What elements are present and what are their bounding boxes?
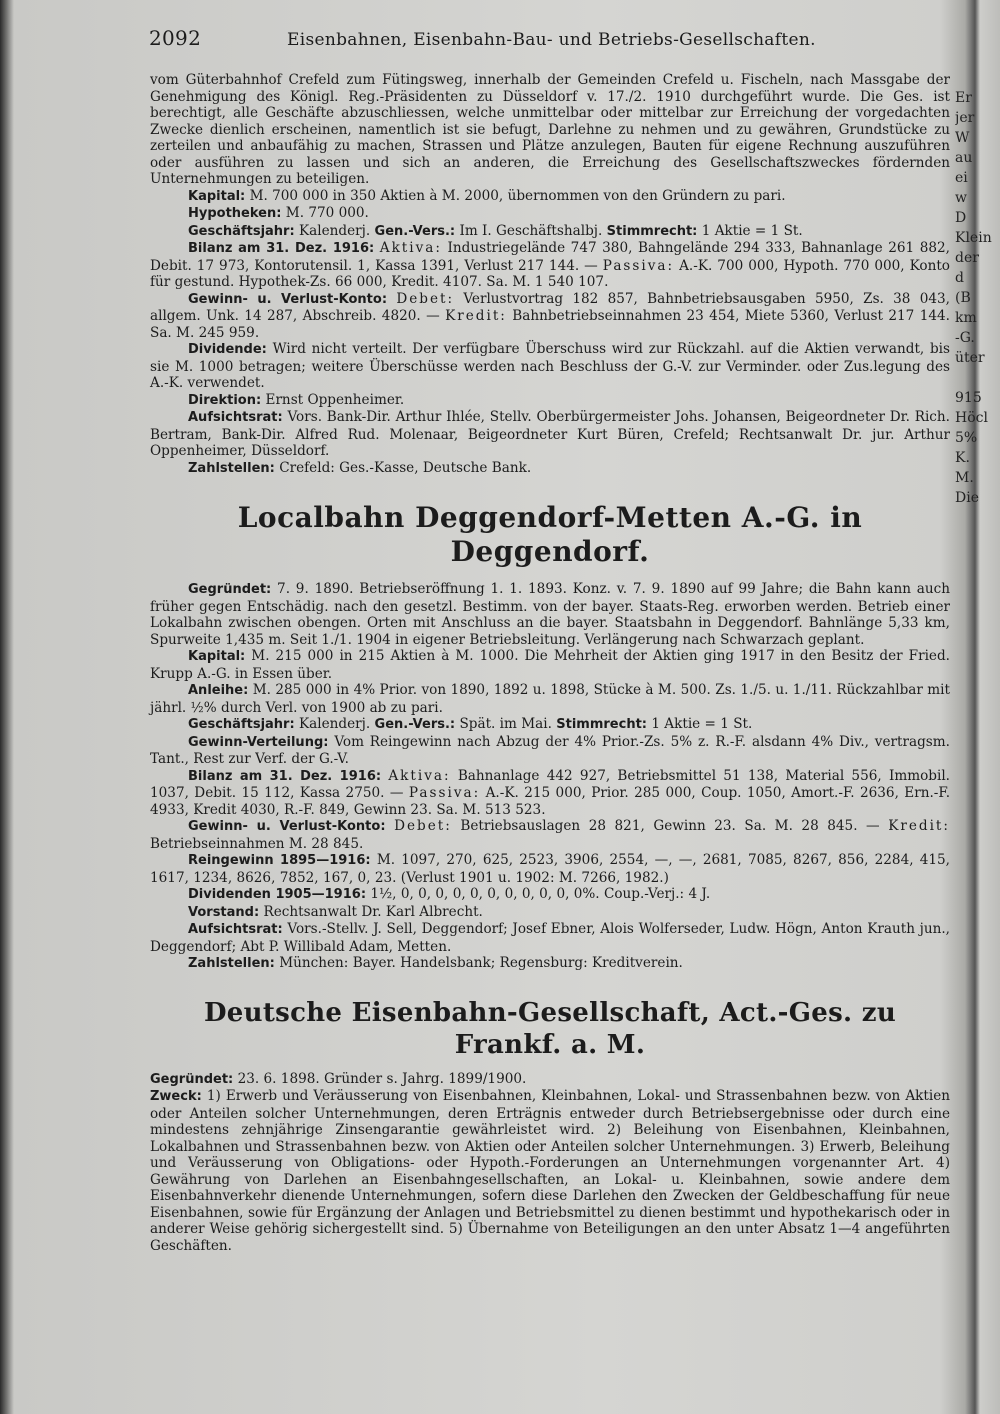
passiva-label: Passiva: xyxy=(602,257,675,274)
aktiva-text: Bahnanlage 442 927, Betriebsmittel 51 138, Material 556, Immobil. 1037, Debit. 15 112, Kassa 2750. — xyxy=(150,767,951,801)
dividende-text: Wird nicht verteilt. Der verfügbare Überschuss wird zur Rückzahl. auf die Aktien verwandt, bis sie M. 1000 betragen; weitere Überschüsse werden nach Beschluss der G.-V. zur Verminder. oder Zus.legung des A.-K. verwendet. xyxy=(150,341,950,391)
bilanz-label: Bilanz am 31. Dez. 1916: xyxy=(188,241,375,256)
neighbor-fragment: Höcl xyxy=(955,410,988,426)
debet-label: Debet: xyxy=(394,818,452,834)
guv-entry xyxy=(150,818,950,852)
direktion-label: Direktion: xyxy=(188,392,262,408)
zweck-entry xyxy=(150,1088,950,1254)
gegruendet-entry xyxy=(150,1071,950,1089)
neighbor-fragment: km xyxy=(955,310,977,326)
passiva-text: A.-K. 215 000, Prior. 285 000, Coup. 1050, Amort.-F. 2636, Ern.-F. 4933, Kredit 4030, R.-F. 849, Gewinn 23. Sa. M. 513 523. xyxy=(150,785,951,818)
kredit-label: Kredit: xyxy=(888,818,950,834)
neighbor-fragment: au xyxy=(955,150,973,166)
kapital-label: Kapital: xyxy=(188,188,246,204)
neighbor-fragment: üter xyxy=(955,350,985,366)
zweck-text: 1) Erwerb und Veräusserung von Eisenbahnen, Kleinbahnen, Lokal- und Strassenbahnen bezw. von Aktien oder Anteilen solcher Unternehmungen, deren Erträgnis entweder durch Betriebsergebnisse oder durch eine mindestens zehnjährige Zinsengarantie gewährleistet wird. 2) Beleihung von Eisenbahnen, Kleinbahnen, Lokalbahnen und Strassenbahnen bezw. von Aktien oder Anteilen solcher Unternehmungen. 3) Erwerb, Beleihung und Veräusserung von Obligations- oder Hypoth.-Forderungen an Unternehmungen vorgenannter Art. 4) Gewährung von Darlehen an Eisenbahngesellschaften, an Lokal- u. Kleinbahnen, sowie andere dem Eisenbahnverkehr dienende Unternehmungen, sofern diese Darlehen den Zwecken der Geldbeschaffung für neue Eisenbahnen, sowie für Ergänzung der Anlagen und Betriebsmittel zu dienen bestimmt und hypothekarisch oder in anderer Weise gehörig sichergestellt sind. 5) Übernahme von Beteiligungen an den unter Absatz 1—4 angeführten Geschäften. xyxy=(150,1088,950,1254)
zahlstellen-text: München: Bayer. Handelsbank; Regensburg: Kreditverein. xyxy=(279,955,683,971)
neighbor-fragment: (B xyxy=(955,290,971,306)
reingewinn-entry xyxy=(150,852,950,886)
gewinnverteilung-text: Vom Reingewinn nach Abzug der 4% Prior.-Zs. 5% z. R.-F. alsdann 4% Div., vertragsm. Tant., Rest zur Verf. der G.-V. xyxy=(150,733,950,767)
gegruendet-entry xyxy=(150,581,950,648)
anleihe-label: Anleihe: xyxy=(188,683,249,698)
aufsichtsrat-label: Aufsichtsrat: xyxy=(188,410,283,425)
guv-label: Gewinn- u. Verlust-Konto: xyxy=(188,819,386,834)
geschaeftsjahr-label: Geschäftsjahr: xyxy=(188,717,295,732)
aufsichtsrat-label: Aufsichtsrat: xyxy=(188,922,283,937)
hypotheken-entry xyxy=(150,205,950,223)
neighbor-fragment: 5% xyxy=(955,430,978,446)
neighbor-fragment: der xyxy=(955,250,979,266)
aufsichtsrat-entry xyxy=(150,921,950,955)
neighbor-fragment: Er xyxy=(955,90,972,106)
neighbor-fragment: jer xyxy=(955,110,975,126)
neighbor-fragment: D xyxy=(955,210,967,226)
reingewinn-label: Reingewinn 1895—1916: xyxy=(188,853,371,868)
neighbor-fragment: W xyxy=(955,130,970,146)
debet-text: Betriebsauslagen 28 821, Gewinn 23. Sa. M. 28 845. — xyxy=(460,818,880,834)
stimmrecht-text: 1 Aktie = 1 St. xyxy=(651,716,753,732)
zahlstellen-text: Crefeld: Ges.-Kasse, Deutsche Bank. xyxy=(279,459,532,476)
reingewinn-text: M. 1097, 270, 625, 2523, 3906, 2554, —, —, 2681, 7085, 8267, 856, 2284, 415, 1617, 1234, 8626, 7852, 167, 0, 23. (Verlust 1901 u. 1902: M. 7266, 1982.) xyxy=(150,852,950,886)
guv-entry xyxy=(150,291,950,342)
section-deutsche-eisenbahn xyxy=(150,1071,950,1255)
neighbor-fragment: w xyxy=(955,190,967,206)
dividenden-entry xyxy=(150,886,950,904)
dividenden-label: Dividenden 1905—1916: xyxy=(188,887,367,902)
genvers-label: Gen.-Vers.: xyxy=(374,717,456,732)
hypotheken-label: Hypotheken: xyxy=(188,206,282,221)
passiva-label: Passiva: xyxy=(408,785,481,801)
kredit-text: Betriebseinnahmen M. 28 845. xyxy=(150,835,364,852)
genvers-label: Gen.-Vers.: xyxy=(374,223,456,239)
anleihe-text: M. 285 000 in 4% Prior. von 1890, 1892 u. 1898, Stücke à M. 500. Zs. 1./5. u. 1./11. Rückzahlbar mit jährl. ½% durch Verl. von 1900 ab zu pari. xyxy=(150,682,950,716)
hypotheken-text: M. 770 000. xyxy=(285,205,369,221)
geschaeftsjahr-label: Geschäftsjahr: xyxy=(188,223,295,239)
geschaeftsjahr-entry xyxy=(150,716,950,734)
zahlstellen-entry xyxy=(150,460,950,478)
zahlstellen-label: Zahlstellen: xyxy=(188,956,275,971)
dividende-entry xyxy=(150,341,950,392)
bilanz-label: Bilanz am 31. Dez. 1916: xyxy=(188,768,382,784)
kapital-entry xyxy=(150,188,950,206)
genvers-text: Im I. Geschäftshalbj. xyxy=(459,222,603,239)
neighbor-fragment: ei xyxy=(955,170,968,186)
section-crefeld xyxy=(150,72,950,477)
aktiva-label: Aktiva: xyxy=(379,240,442,256)
stimmrecht-text: 1 Aktie = 1 St. xyxy=(701,222,803,239)
intro-paragraph: vom Güterbahnhof Crefeld zum Fütingsweg, innerhalb der Gemeinden Crefeld u. Fischeln, nach Massgabe der Genehmigung des Königl. Reg.-Präsidenten zu Düsseldorf v. 17./2. 1910 durchgeführt wurde. Die Ges. ist berechtigt, alle Geschäfte abzuschliessen, welche unmittelbar oder mittelbar zur Erreichung der vorgedachten Zwecke dienlich erscheinen, namentlich ist sie befugt, Darlehne zu nehmen und zu gewähren, Grundstücke zu zerteilen und anbaufähig zu machen, Strassen und Plätze anzulegen, Bauten für eigene Rechnung auszuführen oder ausführen zu lassen und sich an anderen, die Erreichung des Gesellschaftszweckes fördernden Unternehmungen zu beteiligen. xyxy=(150,72,950,187)
bilanz-entry xyxy=(150,240,950,291)
vorstand-entry xyxy=(150,904,950,922)
neighbor-fragment: -G. xyxy=(955,330,975,346)
zahlstellen-entry xyxy=(150,955,950,973)
geschaeftsjahr-text: Kalenderj. xyxy=(299,222,371,239)
gegruendet-text: 23. 6. 1898. Gründer s. Jahrg. 1899/1900. xyxy=(237,1070,527,1087)
direktion-entry xyxy=(150,392,950,410)
page-number: 2092 xyxy=(149,26,202,50)
aufsichtsrat-text: Vors. Bank-Dir. Arthur Ihlée, Stellv. Oberbürgermeister Johs. Johansen, Beigeordneter Dr. Rich. Bertram, Bank-Dir. Alfred Rud. Molenaar, Beigeordneter Kurt Büren, Crefeld; Rechtsanwalt Dr. jur. Arthur Oppenheimer, Düsseldorf. xyxy=(150,409,950,459)
zweck-label: Zweck: xyxy=(150,1089,202,1104)
neighbor-fragment xyxy=(955,368,1000,388)
gewinnverteilung-label: Gewinn-Verteilung: xyxy=(188,734,329,750)
passiva-text: A.-K. 700 000, Hypoth. 770 000, Konto für gestund. Hypothek-Zs. 66 000, Kredit. 4107. Sa. M. 1 540 107. xyxy=(150,257,950,290)
debet-label: Debet: xyxy=(396,290,455,307)
gewinnverteilung-entry xyxy=(150,734,950,768)
geschaeftsjahr-entry xyxy=(150,223,950,241)
kapital-label: Kapital: xyxy=(188,649,246,664)
stimmrecht-label: Stimmrecht: xyxy=(606,223,698,239)
gegruendet-text: 7. 9. 1890. Betriebseröffnung 1. 1. 1893. Konz. v. 7. 9. 1890 auf 99 Jahre; die Bahn kann auch früher gegen Entschädig. nach den gesetzl. Bestimm. von der bayer. Staats-Reg. erworben werden. Betrieb einer Lokalbahn zwischen obengen. Orten mit Anschluss an die bayer. Staatsbahn in Deggendorf. Bahnlänge 5,33 km, Spurweite 1,435 m. Seit 1./1. 1904 in eigener Betriebsleitung. Verlängerung nach Schwarzach geplant. xyxy=(150,581,950,648)
dividenden-text: 1½, 0, 0, 0, 0, 0, 0, 0, 0, 0, 0, 0%. Coup.-Verj.: 4 J. xyxy=(370,886,711,902)
neighbor-page-margin xyxy=(955,88,1000,508)
guv-label: Gewinn- u. Verlust-Konto: xyxy=(188,291,388,307)
bilanz-entry xyxy=(150,768,950,819)
dividende-label: Dividende: xyxy=(188,342,267,357)
section-deggendorf xyxy=(150,581,950,973)
anleihe-entry xyxy=(150,682,950,716)
genvers-text: Spät. im Mai. xyxy=(459,716,552,732)
neighbor-fragment: Klein xyxy=(955,230,992,246)
kredit-text: Bahnbetriebseinnahmen 23 454, Miete 5360, Verlust 217 144. Sa. M. 245 959. xyxy=(150,308,950,341)
kapital-text: M. 215 000 in 215 Aktien à M. 1000. Die Mehrheit der Aktien ging 1917 in den Besitz der Fried. Krupp A.-G. in Essen über. xyxy=(150,648,951,682)
aufsichtsrat-entry xyxy=(150,409,950,460)
vorstand-label: Vorstand: xyxy=(188,904,260,920)
kredit-label: Kredit: xyxy=(445,308,507,324)
vorstand-text: Rechtsanwalt Dr. Karl Albrecht. xyxy=(263,903,483,920)
gegruendet-label: Gegründet: xyxy=(188,582,272,597)
section-title-deutsche-eisenbahn: Deutsche Eisenbahn-Gesellschaft, Act.-Ges. zu Frankf. a. M. xyxy=(203,997,897,1060)
aktiva-label: Aktiva: xyxy=(388,767,451,784)
zahlstellen-label: Zahlstellen: xyxy=(188,460,275,476)
aufsichtsrat-text: Vors.-Stellv. J. Sell, Deggendorf; Josef Ebner, Alois Wolferseder, Ludw. Högn, Anton Krauth jun., Deggendorf; Abt P. Willibald Adam, Metten. xyxy=(150,921,951,955)
neighbor-fragment: K. xyxy=(955,450,970,466)
kapital-entry xyxy=(150,648,950,682)
stimmrecht-label: Stimmrecht: xyxy=(556,717,647,732)
direktion-text: Ernst Oppenheimer. xyxy=(265,391,405,408)
section-title-deggendorf: Localbahn Deggendorf-Metten A.-G. in Deggendorf. xyxy=(237,501,863,568)
neighbor-fragment: Die xyxy=(955,490,979,506)
running-title: Eisenbahnen, Eisenbahn-Bau- und Betriebs-Gesellschaften. xyxy=(287,30,816,50)
geschaeftsjahr-text: Kalenderj. xyxy=(299,716,371,732)
page-header xyxy=(149,22,949,52)
aktiva-text: Industriegelände 747 380, Bahngelände 294 333, Bahnanlage 261 882, Debit. 17 973, Kontorutensil. 1, Kassa 1391, Verlust 217 144. — xyxy=(150,240,951,274)
gegruendet-label: Gegründet: xyxy=(150,1071,234,1087)
page-body xyxy=(150,72,950,1254)
neighbor-fragment: 915 xyxy=(955,390,982,406)
kapital-text: M. 700 000 in 350 Aktien à M. 2000, übernommen von den Gründern zu pari. xyxy=(249,187,786,204)
neighbor-fragment: M. xyxy=(955,470,974,486)
debet-text: Verlustvortrag 182 857, Bahnbetriebsausgaben 5950, Zs. 38 043, allgem. Unk. 14 287, Abschreib. 4820. — xyxy=(150,290,950,324)
neighbor-fragment: d xyxy=(955,270,964,286)
